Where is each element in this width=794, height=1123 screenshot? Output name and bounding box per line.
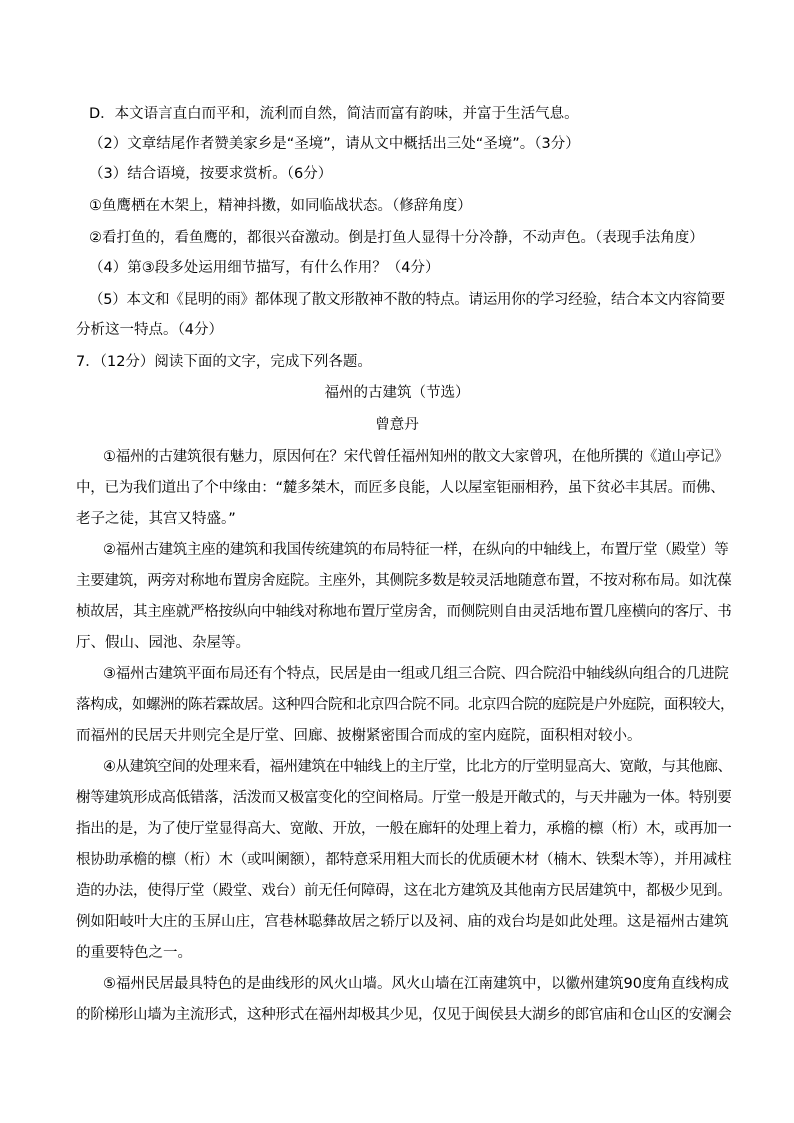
q7-header: 7．（12分）阅读下面的文字，完成下列各题。 xyxy=(76,354,372,370)
paragraph-4-line: 榭等建筑形成高低错落，活泼而又极富变化的空间格局。厅堂一般是开敞式的，与天井融为一体。特别要 xyxy=(76,790,732,806)
q6-sub-5-line-2: 分析这一特点。（4分） xyxy=(76,322,223,338)
paragraph-5-line: 的阶梯形山墙为主流形式，这种形式在福州却极其少见，仅见于闽侯县大湖乡的郎官庙和仓山区的安澜会 xyxy=(76,1007,732,1023)
paragraph-4-line: 造的办法，使得厅堂（殿堂、戏台）前无任何障碍，这在北方建筑及其他南方民居建筑中，都极少见到。 xyxy=(76,883,732,899)
q6-sub-3-item-1: ①鱼鹰栖在木架上，精神抖擞，如同临战状态。（修辞角度） xyxy=(89,198,472,214)
paragraph-1-line: 老子之徒，其宫又特盛。” xyxy=(76,511,236,527)
paragraph-2-line: 主要建筑，两旁对称地布置房舍庭院。主座外，其侧院多数是较灵活地随意布置，不按对称布局。如沈葆 xyxy=(76,573,732,589)
paragraph-1-line: ①福州的古建筑很有魅力，原因何在？宋代曾任福州知州的散文大家曾巩，在他所撰的《道山亭记》 xyxy=(103,449,729,465)
paragraph-5-line: ⑤福州民居最具特色的是曲线形的风火山墙。风火山墙在江南建筑中，以徽州建筑90度角直线构成 xyxy=(103,976,729,992)
paragraph-2-line: ②福州古建筑主座的建筑和我国传统建筑的布局特征一样，在纵向的中轴线上，布置厅堂（殿堂）等 xyxy=(103,542,729,558)
paragraph-1-line: 中，已为我们道出了个中缘由：“麓多桀木，而匠多良能，人以屋室钜丽相矜，虽下贫必丰其居。而佛、 xyxy=(76,480,725,496)
paragraph-4-line: ④从建筑空间的处理来看，福州建筑在中轴线上的主厅堂，比北方的厅堂明显高大、宽敞，与其他廊、 xyxy=(103,759,732,775)
paragraph-3-line: 而福州的民居天井则完全是厅堂、回廊、披榭紧密围合而成的室内庭院，面积相对较小。 xyxy=(76,728,642,744)
q6-sub-2: （2）文章结尾作者赞美家乡是“圣境”，请从文中概括出三处“圣境”。（3分） xyxy=(89,136,580,152)
article-author: 曾意丹 xyxy=(375,417,419,433)
paragraph-4-line: 的重要特色之一。 xyxy=(76,945,192,961)
paragraph-2-line: 桢故居，其主座就严格按纵向中轴线对称地布置厅堂房舍，而侧院则自由灵活地布置几座横向的客厅、书 xyxy=(76,604,732,620)
q6-sub-3-item-2: ②看打鱼的，看鱼鹰的，都很兴奋激动。倒是打鱼人显得十分冷静，不动声色。（表现手法角度） xyxy=(89,230,704,246)
paragraph-4-line: 根协助承檐的檩（桁）木（或叫阑额），都特意采用粗大而长的优质硬木材（楠木、铁梨木等），并用减柱 xyxy=(76,852,732,868)
paragraph-4-line: 例如阳岐叶大庄的玉屏山庄，宫巷林聪彝故居之轿厅以及祠、庙的戏台均是如此处理。这是福州古建筑 xyxy=(76,914,729,930)
paragraph-3-line: ③福州古建筑平面布局还有个特点，民居是由一组或几组三合院、四合院沿中轴线纵向组合的几进院 xyxy=(103,666,729,682)
article-title: 福州的古建筑（节选） xyxy=(324,385,470,401)
q6-sub-5-line-1: （5）本文和《昆明的雨》都体现了散文形散神不散的特点。请运用你的学习经验，结合本文内容简要 xyxy=(89,292,725,308)
paragraph-3-line: 落构成，如螺洲的陈若霖故居。这种四合院和北京四合院不同。北京四合院的庭院是户外庭院，面积较大， xyxy=(76,697,734,713)
q6-sub-4: （4）第③段多处运用细节描写，有什么作用？（4分） xyxy=(89,260,440,276)
q6-option-d: D．本文语言直白而平和，流利而自然，简洁而富有韵味，并富于生活气息。 xyxy=(89,106,579,122)
q6-sub-3: （3）结合语境，按要求赏析。（6分） xyxy=(89,166,333,182)
paragraph-4-line: 指出的是，为了使厅堂显得高大、宽敞、开放，一般在廊轩的处理上着力，承檐的檩（桁）木，或再加一 xyxy=(76,821,732,837)
paragraph-2-line: 厅、假山、园池、杂屋等。 xyxy=(76,635,250,651)
